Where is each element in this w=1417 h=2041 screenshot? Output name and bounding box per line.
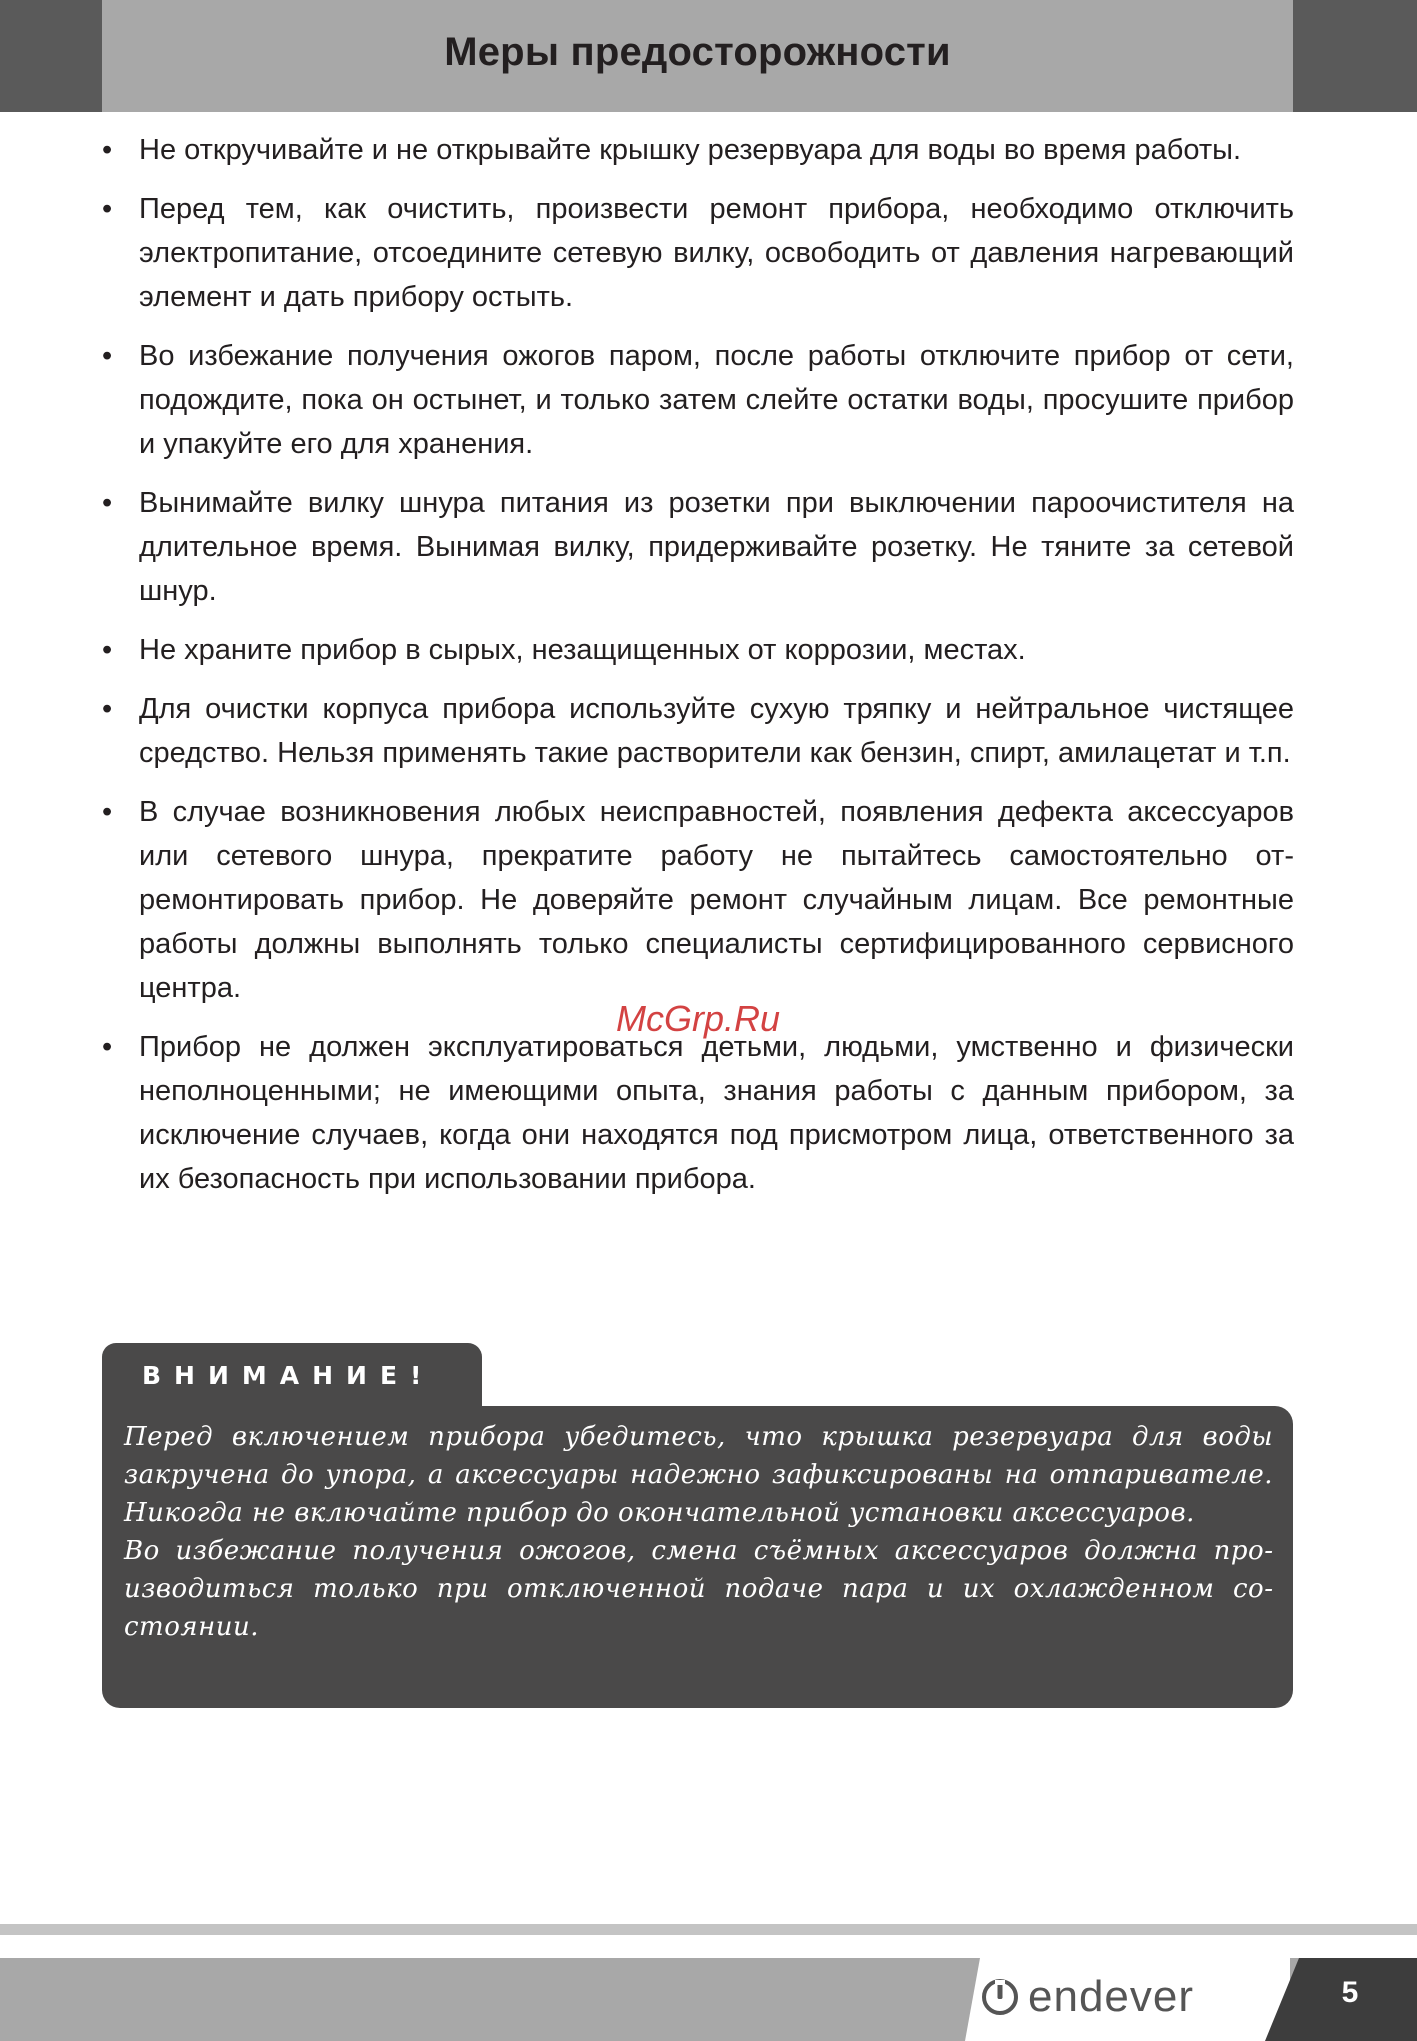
warning-paragraph-2: Во избежание получения ожогов, смена съёмных аксессуаров должна производиться только при отключенной подаче пара и их охлажденном состоянии. xyxy=(124,1536,1273,1642)
watermark: McGrp.Ru xyxy=(616,998,781,1039)
list-item: • Вынимайте вилку шнура питания из розетки при выключении пароочистителя на длительное время. Вынимая вилку, придерживайте розетку. Не тяните за сетевой шнур. xyxy=(102,481,1294,613)
warning-paragraph-1: Перед включением прибора убедитесь, что крышка резервуара для воды закручена до упора, а аксессуары надежно зафиксированы на отпаривателе. Никогда не включайте прибор до окончательной установки аксессуаров. xyxy=(124,1422,1273,1528)
header-edge-right xyxy=(1293,0,1417,112)
bullet-icon: • xyxy=(102,193,113,225)
bullet-icon: • xyxy=(102,134,113,166)
list-item: • В случае возникновения любых неисправностей, появления дефекта аксессуаров или сетевого шнура, прекратите работу не пытайтесь самостоятельно отремонтировать прибор. Не доверяйте ремонт случайным лицам. Все ремонтные работы должны выполнять только специалисты сертифицированного сервисного центра. xyxy=(102,790,1294,1010)
page-title: Меры предосторожности xyxy=(444,30,951,74)
bullet-icon: • xyxy=(102,487,113,519)
warning-label: ВНИМАНИЕ! xyxy=(142,1361,435,1390)
list-item: • Во избежание получения ожогов паром, после работы отключите прибор от сети, подождите, пока он остынет, и только затем слейте остатки воды, просушите прибор и упакуйте его для хранения. xyxy=(102,334,1294,466)
power-icon xyxy=(980,1977,1020,2017)
list-item: • Перед тем, как очистить, произвести ремонт прибора, необходимо отключить электропитание, отсоедините сетевую вилку, освободить от давления нагревающий элемент и дать прибору остыть. xyxy=(102,187,1294,319)
bullet-icon: • xyxy=(102,693,113,725)
precautions-list xyxy=(102,128,1294,1201)
bullet-icon: • xyxy=(102,340,113,372)
bullet-icon: • xyxy=(102,796,113,828)
list-item: • Для очистки корпуса прибора используйте сухую тряпку и нейтральное чистящее средство. Нельзя применять такие растворители как бензин, спирт, амилацетат и т.п. xyxy=(102,687,1294,775)
list-item: • Прибор не должен эксплуатироваться детьми, людьми, умственно и физически неполноценными; не имеющими опыта, знания работы с данным прибором, за исключение случаев, когда они находятся под присмотром лица, ответственного за их безопасность при использовании прибора. xyxy=(102,1025,1294,1201)
footer-line xyxy=(0,1924,1417,1935)
brand-logo xyxy=(980,1972,1194,2022)
bullet-icon: • xyxy=(102,634,113,666)
brand-name: endever xyxy=(1028,1972,1195,2021)
content xyxy=(102,128,1294,1216)
list-item: • Не храните прибор в сырых, незащищенных от коррозии, местах. xyxy=(102,628,1294,672)
bullet-icon: • xyxy=(102,1031,113,1063)
warning-text xyxy=(124,1418,1273,1646)
warning-tab xyxy=(102,1343,482,1409)
list-item: • Не откручивайте и не открывайте крышку резервуара для воды во время работы. xyxy=(102,128,1294,172)
header-edge-left xyxy=(0,0,102,112)
page-number: 5 xyxy=(1341,1976,1359,2009)
warning-box xyxy=(102,1406,1293,1708)
